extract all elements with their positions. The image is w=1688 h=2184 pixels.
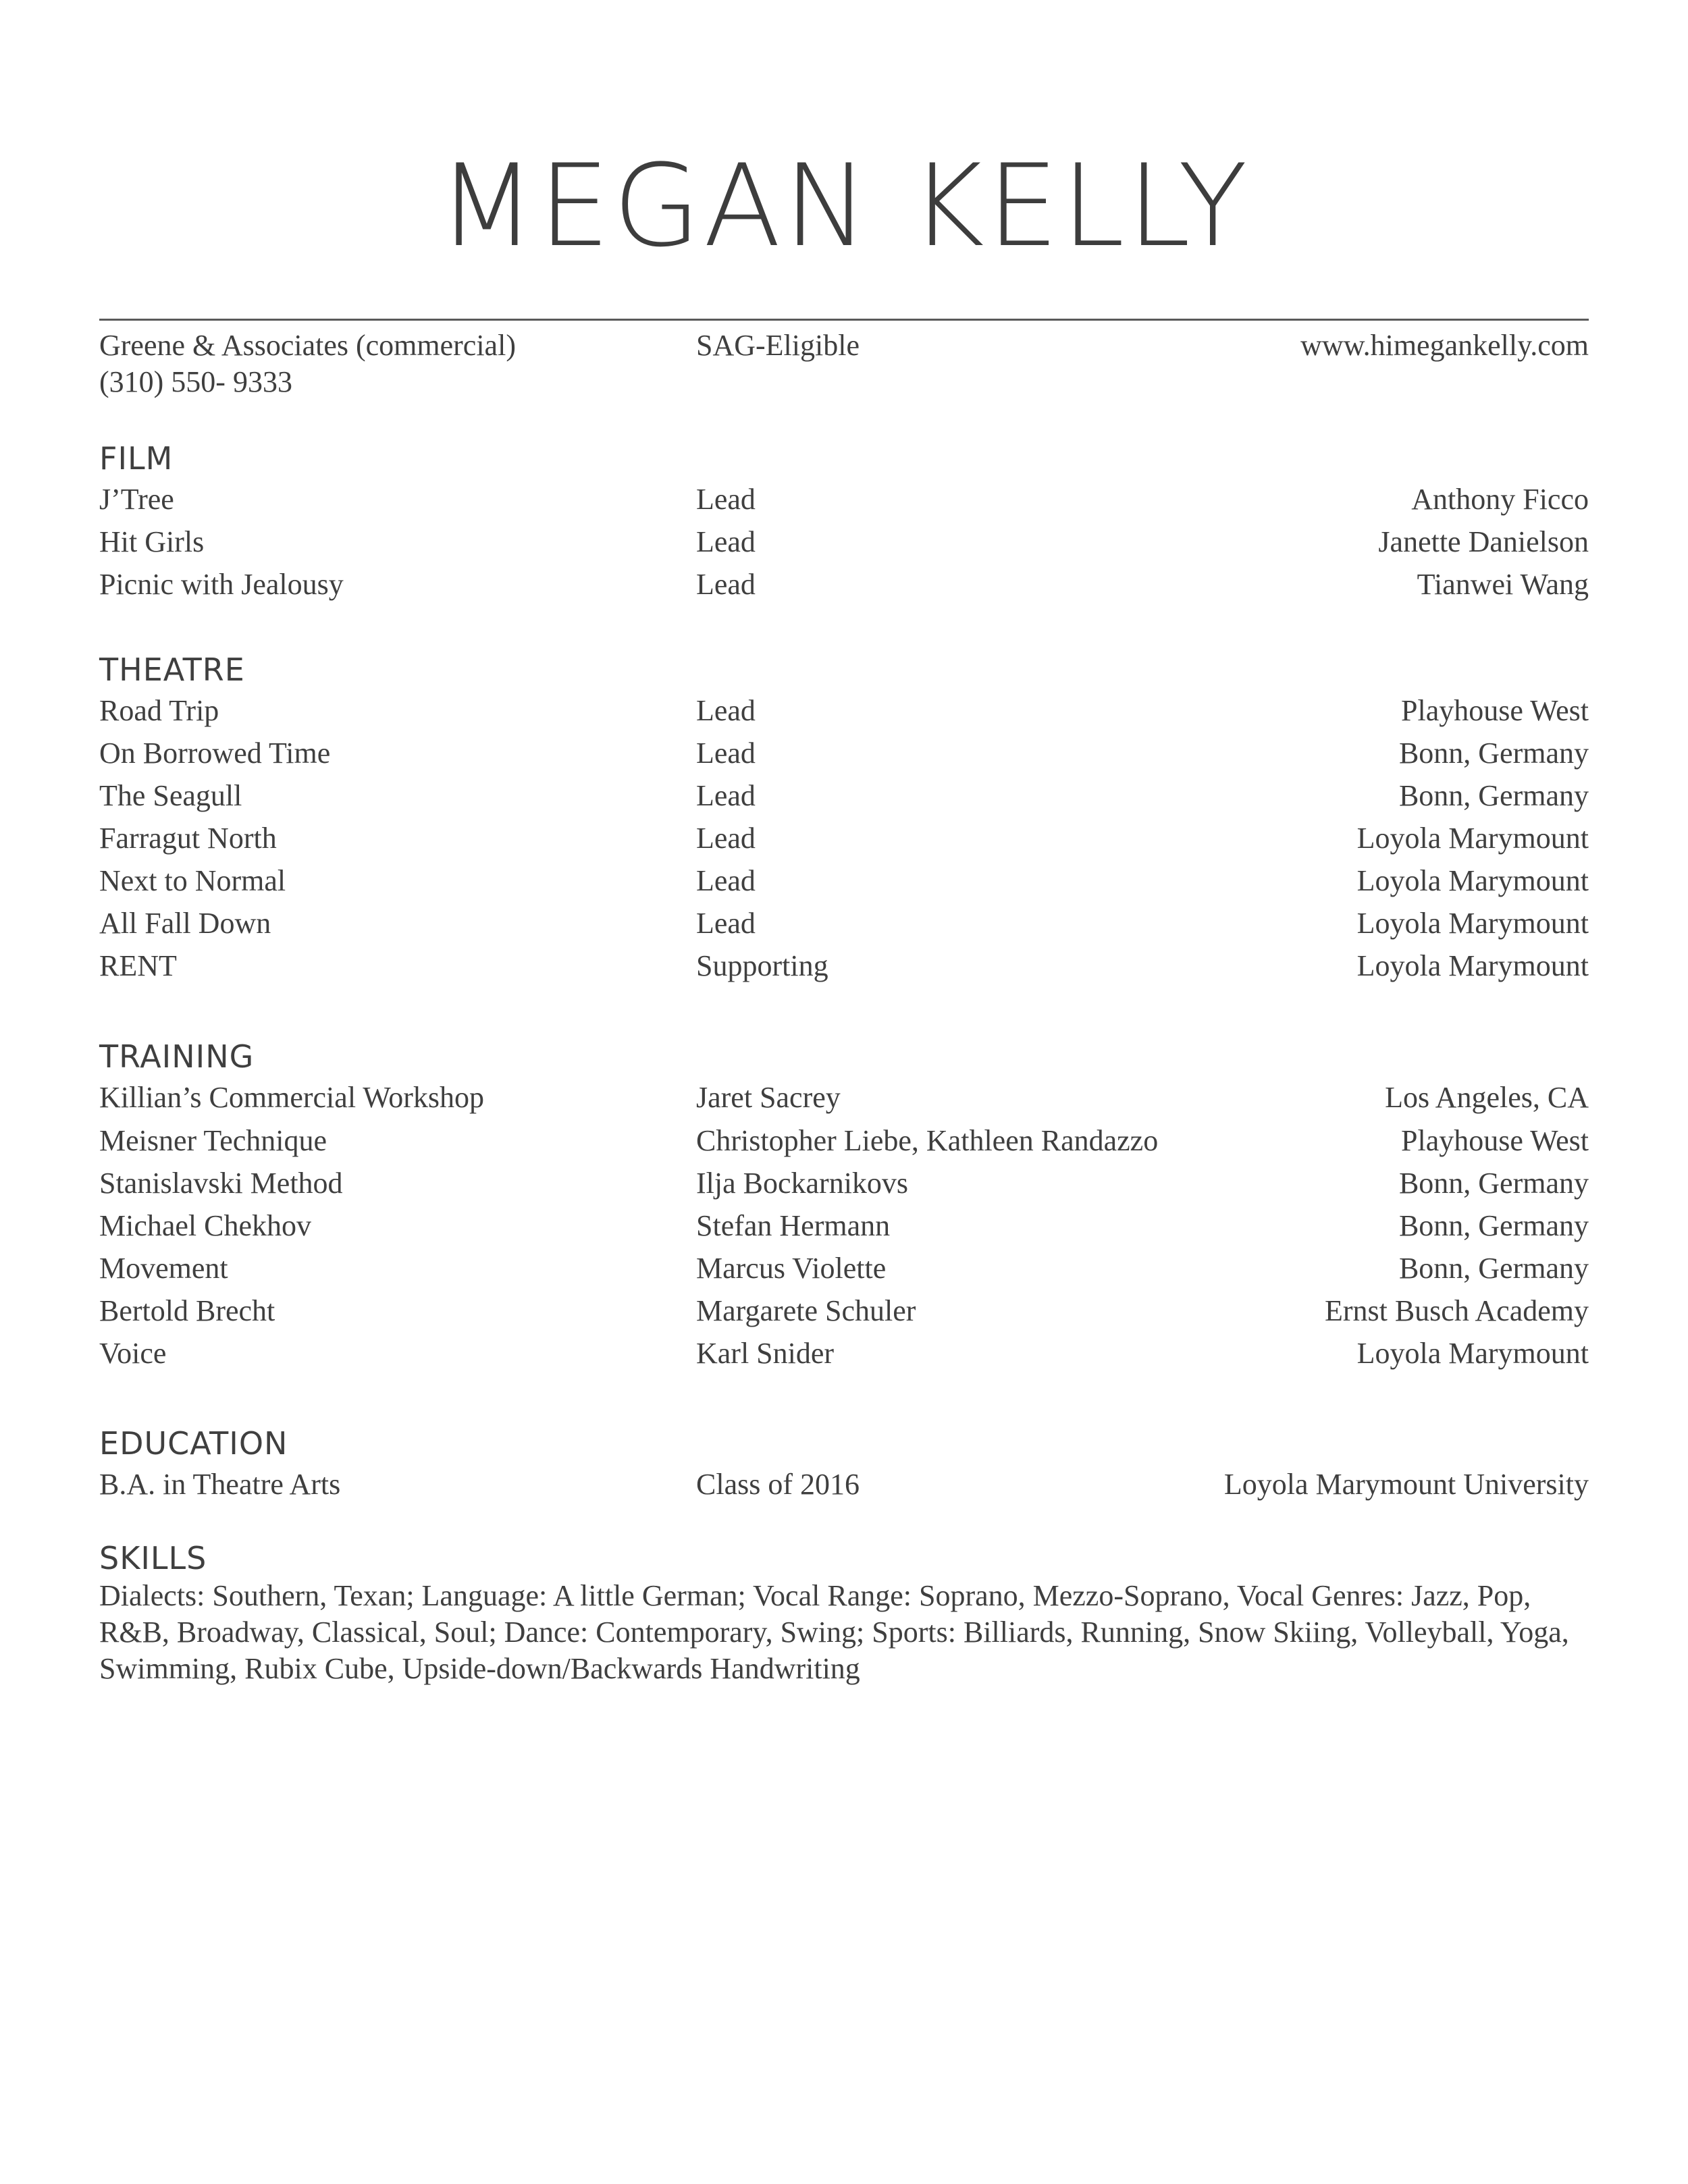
section-heading-film: FILM: [99, 440, 174, 477]
training-subject: Voice: [99, 1337, 167, 1370]
training-subject: Bertold Brecht: [99, 1294, 275, 1327]
credit-title: The Seagull: [99, 779, 242, 812]
skills-line: R&B, Broadway, Classical, Soul; Dance: Contemporary, Swing; Sports: Billiards, Running, Snow Skiing, Volleyball, Yoga,: [99, 1616, 1569, 1649]
training-subject: Movement: [99, 1252, 228, 1285]
credit-title: Farragut North: [99, 822, 277, 855]
training-location: Playhouse West: [1401, 1124, 1589, 1157]
training-teacher: Christopher Liebe, Kathleen Randazzo: [696, 1124, 1159, 1157]
credit-venue: Playhouse West: [1401, 694, 1589, 727]
table-row: [99, 1165, 1589, 1202]
credit-title: Picnic with Jealousy: [99, 568, 344, 601]
table-row: [99, 735, 1589, 772]
credit-role: Lead: [696, 822, 756, 855]
credit-role: Lead: [696, 737, 756, 770]
credit-title: Road Trip: [99, 694, 219, 727]
table-row: [99, 1292, 1589, 1330]
agency-text: Greene & Associates (commercial): [99, 329, 516, 362]
training-location: Loyola Marymount: [1356, 1337, 1589, 1370]
graduation-year: Class of 2016: [696, 1468, 860, 1501]
section-heading-education: EDUCATION: [99, 1425, 288, 1462]
table-row: [99, 566, 1589, 604]
phone-number: (310) 550- 9333: [99, 365, 292, 398]
section-heading-training: TRAINING: [99, 1038, 255, 1075]
contact-row: [99, 327, 1589, 365]
skills-line: Swimming, Rubix Cube, Upside-down/Backwards Handwriting: [99, 1652, 860, 1685]
training-teacher: Margarete Schuler: [696, 1294, 916, 1327]
credit-director: Tianwei Wang: [1417, 568, 1589, 601]
credit-venue: Loyola Marymount: [1356, 949, 1589, 982]
training-location: Bonn, Germany: [1398, 1167, 1589, 1200]
credit-role: Lead: [696, 568, 756, 601]
credit-role: Lead: [696, 694, 756, 727]
credit-director: Anthony Ficco: [1411, 483, 1589, 516]
credit-role: Lead: [696, 907, 756, 940]
training-teacher: Stefan Hermann: [696, 1209, 891, 1242]
table-row: [99, 481, 1589, 518]
training-subject: Meisner Technique: [99, 1124, 327, 1157]
credit-venue: Bonn, Germany: [1398, 737, 1589, 770]
credit-title: All Fall Down: [99, 907, 271, 940]
training-teacher: Karl Snider: [696, 1337, 835, 1370]
training-teacher: Ilja Bockarnikovs: [696, 1167, 909, 1200]
table-row: [99, 1466, 1589, 1503]
table-row: [99, 862, 1589, 900]
credit-title: Next to Normal: [99, 864, 286, 897]
union-status: SAG-Eligible: [696, 329, 860, 362]
credit-role: Lead: [696, 525, 756, 558]
section-heading-skills: SKILLS: [99, 1540, 207, 1576]
credit-title: Hit Girls: [99, 525, 205, 558]
header-divider: [99, 319, 1589, 321]
training-location: Los Angeles, CA: [1385, 1081, 1589, 1114]
credit-title: RENT: [99, 949, 177, 982]
training-subject: Killian’s Commercial Workshop: [99, 1081, 485, 1114]
training-subject: Stanislavski Method: [99, 1167, 343, 1200]
training-teacher: Marcus Violette: [696, 1252, 887, 1285]
table-row: [99, 1207, 1589, 1245]
credit-title: On Borrowed Time: [99, 737, 331, 770]
actor-name: MEGAN KELLY: [438, 140, 1250, 272]
credit-venue: Bonn, Germany: [1398, 779, 1589, 812]
credit-director: Janette Danielson: [1378, 525, 1589, 558]
degree: B.A. in Theatre Arts: [99, 1468, 341, 1501]
table-row: [99, 1079, 1589, 1117]
table-row: [99, 905, 1589, 942]
table-row: [99, 1122, 1589, 1160]
credit-role: Lead: [696, 483, 756, 516]
credit-title: J’Tree: [99, 483, 174, 516]
training-location: Bonn, Germany: [1398, 1209, 1589, 1242]
section-heading-theatre: THEATRE: [99, 651, 245, 688]
institution: Loyola Marymount University: [1223, 1468, 1589, 1501]
table-row: [99, 947, 1589, 985]
credit-role: Lead: [696, 779, 756, 812]
credit-role: Lead: [696, 864, 756, 897]
training-subject: Michael Chekhov: [99, 1209, 312, 1242]
training-location: Bonn, Germany: [1398, 1252, 1589, 1285]
table-row: [99, 1335, 1589, 1373]
table-row: [99, 523, 1589, 561]
table-row: [99, 777, 1589, 815]
contact-phone-row: [99, 363, 1589, 401]
training-teacher: Jaret Sacrey: [696, 1081, 841, 1114]
training-location: Ernst Busch Academy: [1324, 1294, 1589, 1327]
table-row: [99, 692, 1589, 730]
credit-venue: Loyola Marymount: [1356, 864, 1589, 897]
credit-venue: Loyola Marymount: [1356, 822, 1589, 855]
table-row: [99, 820, 1589, 857]
credit-venue: Loyola Marymount: [1356, 907, 1589, 940]
table-row: [99, 1250, 1589, 1287]
skills-line: Dialects: Southern, Texan; Language: A little German; Vocal Range: Soprano, Mezzo-Soprano, Vocal Genres: Jazz, Pop,: [99, 1579, 1531, 1612]
skills-paragraph: [99, 1578, 1598, 1687]
credit-role: Supporting: [696, 949, 828, 982]
website-link[interactable]: www.himegankelly.com: [1300, 329, 1589, 362]
